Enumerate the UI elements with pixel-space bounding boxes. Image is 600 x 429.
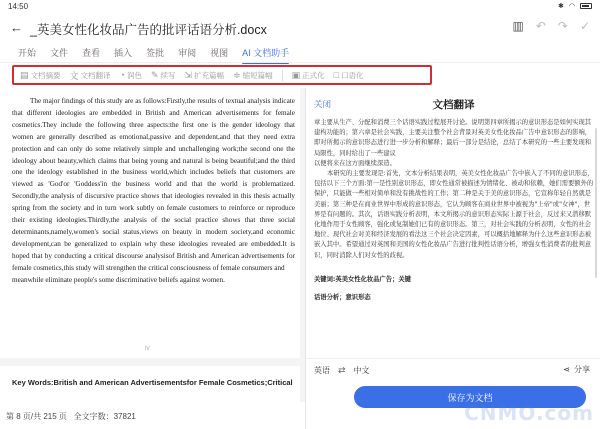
- translation-keywords: 关键词:英美女性化妆品广告；关键: [314, 275, 411, 283]
- source-language[interactable]: 英语: [314, 366, 330, 375]
- watermark-logo: CNMO.com: [464, 401, 594, 425]
- briefcase-icon: ▣: [291, 69, 301, 80]
- translation-output[interactable]: [314, 118, 596, 380]
- panel-title: 文档翻译: [432, 99, 475, 111]
- toolbar-divider: [282, 70, 283, 81]
- document-icon: ▤: [20, 69, 29, 80]
- share-icon: ⋖: [563, 365, 570, 374]
- menu-divider: [0, 62, 600, 63]
- target-language[interactable]: 中文: [353, 366, 370, 375]
- expand-length-button[interactable]: ⇲ 扩充篇幅: [184, 69, 225, 80]
- panel-scrollbar[interactable]: [595, 128, 597, 278]
- speech-icon: □: [333, 70, 340, 80]
- undo-icon[interactable]: ↶: [535, 19, 546, 33]
- tab-review[interactable]: 审阅: [178, 47, 197, 58]
- save-as-document-button[interactable]: 保存为文档: [354, 386, 586, 408]
- tab-file[interactable]: 文件: [50, 47, 69, 58]
- doc-translate-button[interactable]: 文 文档翻译: [69, 70, 111, 81]
- close-panel-button[interactable]: 关闭: [314, 99, 332, 109]
- document-body[interactable]: [12, 96, 295, 287]
- expand-icon: ⇲: [184, 69, 193, 80]
- share-label: 分享: [574, 365, 590, 374]
- share-button[interactable]: [563, 364, 590, 375]
- polish-button[interactable]: ◔ 润色: [119, 70, 142, 80]
- abstract-paragraph-tail: meanwhile eliminate people's some discriminative beliefs against women.: [12, 275, 225, 284]
- panel-footer-divider: [306, 358, 600, 359]
- shorten-icon: ≑: [233, 69, 241, 80]
- bluetooth-icon: ✱: [558, 3, 564, 10]
- formalize-button[interactable]: ▣ 正式化: [291, 69, 325, 80]
- tab-view[interactable]: 查看: [82, 47, 101, 58]
- tab-display[interactable]: 视图: [210, 47, 229, 58]
- battery-icon: [580, 3, 592, 9]
- page-counter: 第 8 页/共 215 页: [6, 412, 67, 421]
- system-status-bar: [0, 0, 600, 14]
- doc-summary-button[interactable]: ▤ 文档摘要: [20, 69, 61, 80]
- document-canvas[interactable]: [0, 88, 305, 402]
- keywords-line: Key Words:British and American Advertisementsfor Female Cosmetics;Critical: [12, 378, 293, 387]
- translation-paragraph: 以便将来在这方面继续深造。: [314, 159, 396, 167]
- ribbon-tabs: [0, 42, 600, 62]
- document-titlebar: [0, 14, 600, 40]
- status-icons: [558, 2, 592, 10]
- wifi-icon: ◠: [568, 3, 575, 10]
- document-page: [0, 88, 300, 358]
- translate-icon: 文: [69, 70, 79, 81]
- colloquial-button[interactable]: □ 口语化: [333, 70, 364, 80]
- translation-keywords-cont: 话语分析；意识形态: [314, 294, 371, 302]
- shorten-length-button[interactable]: ≑ 缩短篇幅: [233, 69, 273, 80]
- translation-paragraph: 本研究的主要发现是:首先，文本分析结果表明，英美女性化妆品广告中嵌入了不同的意识形态，包括以下三个方面:第一是性别意识形态，即女性通常被描述为情绪化、被动和依赖，她们需要额外的保护，只能做一些相对简单和没有挑战性的工作；第二种是关于美的意识形态，它宣称年轻自然就是美丽；第三种是在商业世界中形成的意识形态，它认为顾客在商业世界中被视为"上帝"或"女神"，世界是有问题的。其次，话语实践分析表明，本文所揭示的意识形态实际上源于社会，反过来又潜移默化地作用于女性顾客，强化或复制她们已有的意识形态。第三，对社会实践的分析表明，女性的社会地位、现代社会对美和经济发展的看法这三个社会决定因素，可以概括地解释为什么这些意识形态被嵌入其中。希望通过对英国和美国的女性化妆品广告进行批判性话语分析，增强女性消费者的批判意识，同时消除人们对女性的歧视。: [314, 170, 594, 259]
- continue-writing-button[interactable]: ✎ 续写: [150, 69, 176, 80]
- translation-paragraph: 章主要从生产、分配和消费三个话语实践过程展开讨论。说明第四章所揭示的意识形态是如何实现其建构功能的；第六章是社会实践，主要关注整个社会背景对英美女性化妆品广告中意识形态的影响，即对所揭示的意识形态进行进一步分析和解释；最后一部分是结论，总结了本研究的一些主要发现和局限性，同时给出了一些建议: [314, 119, 592, 157]
- document-next-page: [0, 366, 300, 402]
- palette-icon: ◔: [119, 70, 125, 80]
- translation-panel: [305, 88, 600, 429]
- titlebar-actions: [512, 19, 590, 33]
- document-status-line: [0, 403, 305, 429]
- tab-annotate[interactable]: 签批: [146, 47, 165, 58]
- abstract-paragraph: The major findings of this study are as follows:Firstly,the results of textual analysis indicate that different ideologies are embedded in British and American advertisements for female cosmetics.They include the following three aspects:the first one is the gender ideology that women are generally described as emotional,passive and dependent,and that they need extra protection and can only do some relatively simple and unchallenging work;the second one the ideology about beauty,which claims that being young and natural is being beautiful;and the third one the ideology established in the business world,which includes beliefs that customers are viewed as 'God'or 'Goddess'in the business world and that the world is problematized. Secondly,the analysis of discursive practice shows that ideologies revealed in this thesis actually spring from the society and in turn work subtly on female customers to reinforce or reproduce their existing ideologies.Thirdly,the analysis of the social practice shows that three social determinants,namely,women's social status,views on beauty in modern society,and economic development,can be generalized to explain why these ideologies revealed are embedded.It is hoped that by conducting a critical discourse analysisof British and American advertisements for female cosmetics,this study will strengthen the critical consciousness of female consumers and: [12, 97, 295, 272]
- clock: 14:50: [8, 2, 29, 11]
- tab-start[interactable]: 开始: [18, 47, 37, 58]
- redo-icon[interactable]: ↷: [557, 19, 568, 33]
- back-arrow-icon[interactable]: ←: [10, 20, 23, 35]
- word-count: 全文字数：37821: [73, 412, 136, 421]
- tab-insert[interactable]: 插入: [114, 47, 133, 58]
- page-number: IV: [145, 346, 150, 352]
- confirm-check-icon[interactable]: ✓: [579, 19, 590, 33]
- language-selector[interactable]: [314, 365, 370, 376]
- document-title: _英美女性化妆品广告的批评话语分析.docx: [30, 23, 267, 37]
- split-view-icon[interactable]: ▥: [512, 19, 524, 33]
- pen-icon: ✎: [150, 69, 159, 80]
- swap-language-icon[interactable]: ⇄: [338, 365, 346, 375]
- ai-tools-toolbar: [12, 65, 432, 85]
- tab-ai-assistant[interactable]: AI 文档助手: [242, 47, 290, 58]
